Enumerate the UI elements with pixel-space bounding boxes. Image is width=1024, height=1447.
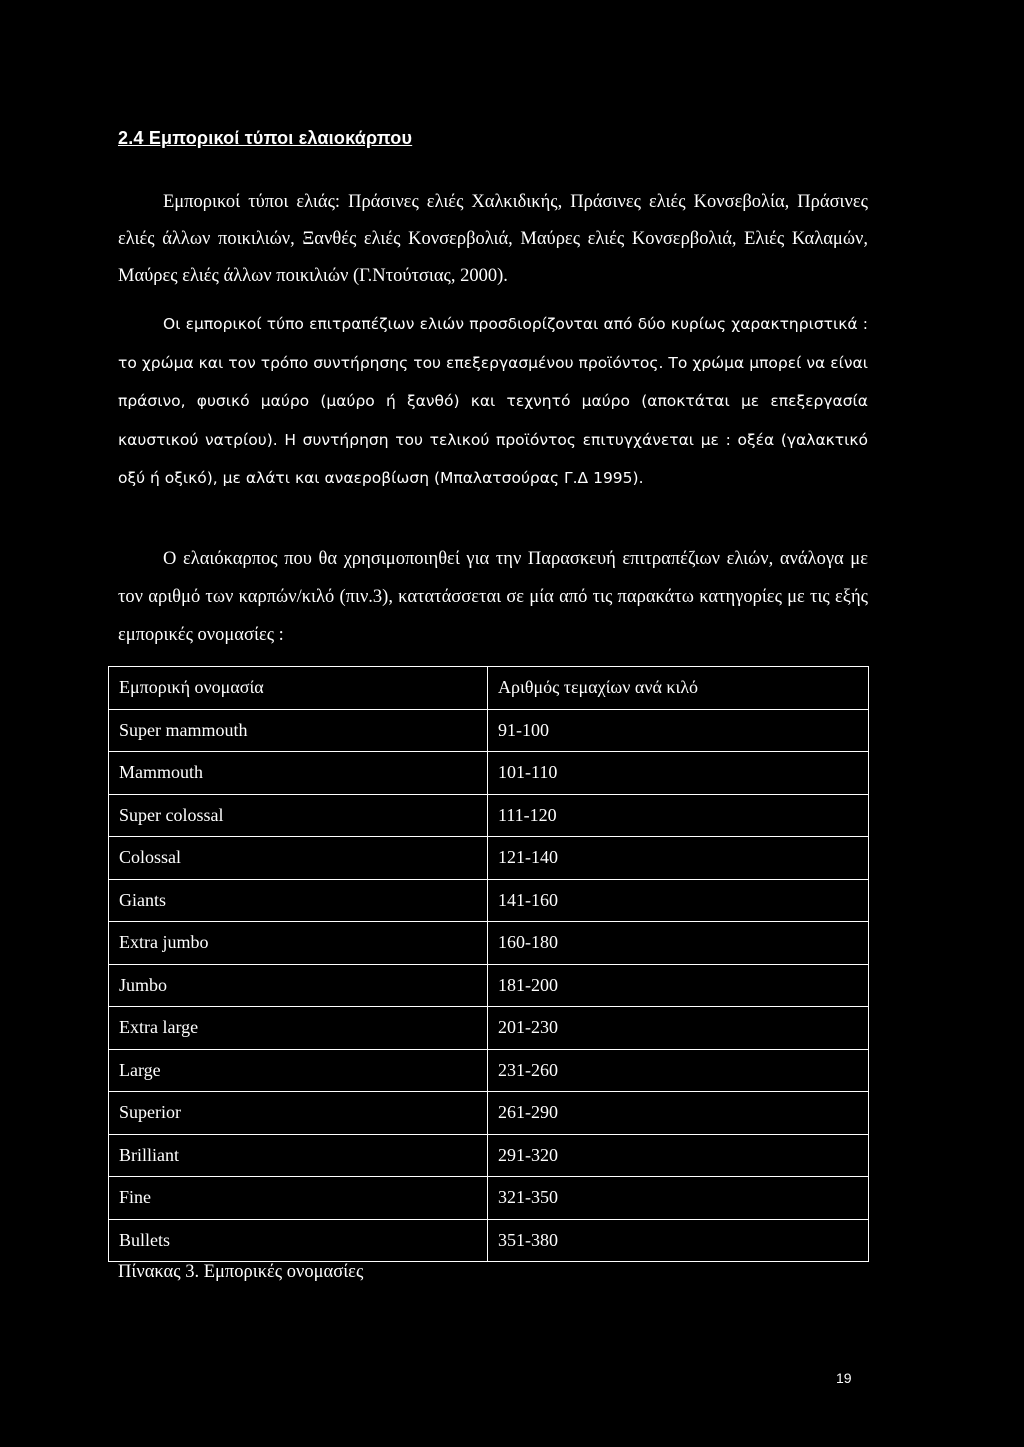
commercial-names-table <box>108 666 869 1262</box>
pieces-per-kilo-cell: 261-290 <box>488 1092 869 1135</box>
pieces-per-kilo-cell: 201-230 <box>488 1007 869 1050</box>
table-row <box>109 1134 869 1177</box>
table-row <box>109 1007 869 1050</box>
pieces-per-kilo-cell: 91-100 <box>488 709 869 752</box>
table-row <box>109 1049 869 1092</box>
commercial-name-cell: Mammouth <box>109 752 488 795</box>
pieces-per-kilo-cell: 101-110 <box>488 752 869 795</box>
commercial-name-cell: Jumbo <box>109 964 488 1007</box>
page-number: 19 <box>836 1370 852 1386</box>
commercial-name-cell: Brilliant <box>109 1134 488 1177</box>
table-row <box>109 1177 869 1220</box>
paragraph-text: Ο ελαιόκαρπος που θα χρησιμοποιηθεί για την Παρασκευή επιτραπέζιων ελιών, ανάλογα με τον αριθμό των καρπών/κιλό (πιν.3), κατατάσσεται σε μία από τις παρακάτω κατηγορίες με τις εξής εμπορικές ονομασίες : <box>118 549 868 645</box>
table-header-row <box>109 667 869 710</box>
commercial-name-cell: Fine <box>109 1177 488 1220</box>
pieces-per-kilo-cell: 351-380 <box>488 1219 869 1262</box>
section-title: 2.4 Εμπορικοί τύποι ελαιοκάρπου <box>118 128 413 148</box>
table-row <box>109 922 869 965</box>
pieces-per-kilo-cell: 181-200 <box>488 964 869 1007</box>
table-row <box>109 837 869 880</box>
commercial-name-cell: Extra jumbo <box>109 922 488 965</box>
table-row <box>109 879 869 922</box>
table-header-cell: Αριθμός τεμαχίων ανά κιλό <box>488 667 869 710</box>
commercial-name-cell: Large <box>109 1049 488 1092</box>
paragraph-categories-intro <box>118 540 868 654</box>
paragraph-text: Εμπορικοί τύποι ελιάς: Πράσινες ελιές Χαλκιδικής, Πράσινες ελιές Κονσεβολία, Πράσινες ελιές άλλων ποικιλιών, Ξανθές ελιές Κονσερβολιά, Μαύρες ελιές Κονσερβολιά, Ελιές Καλαμών, Μαύρες ελιές άλλων ποικιλιών (Γ.Ντούτσιας, 2000). <box>118 192 868 286</box>
table-row <box>109 709 869 752</box>
paragraph-characteristics <box>118 305 868 498</box>
commercial-name-cell: Super colossal <box>109 794 488 837</box>
table-row <box>109 964 869 1007</box>
pieces-per-kilo-cell: 231-260 <box>488 1049 869 1092</box>
commercial-name-cell: Bullets <box>109 1219 488 1262</box>
commercial-name-cell: Colossal <box>109 837 488 880</box>
commercial-name-cell: Super mammouth <box>109 709 488 752</box>
commercial-name-cell: Giants <box>109 879 488 922</box>
table-row <box>109 1219 869 1262</box>
paragraph-text: Οι εμπορικοί τύπο επιτραπέζιων ελιών προσδιορίζονται από δύο κυρίως χαρακτηριστικά : το χρώμα και τον τρόπο συντήρησης του επεξεργασμένου προϊόντος. Το χρώμα μπορεί να είναι πράσινο, φυσικό μαύρο (μαύρο ή ξανθό) και τεχνητό μαύρο (αποκτάται με επεξεργασία καυστικού νατρίου). Η συντήρηση του τελικού προϊόντος επιτυγχάνεται με : οξέα (γαλακτικό οξύ ή οξικό), με αλάτι και αναεροβίωση (Μπαλατσούρας Γ.Δ 1995). <box>118 315 868 487</box>
pieces-per-kilo-cell: 291-320 <box>488 1134 869 1177</box>
pieces-per-kilo-cell: 111-120 <box>488 794 869 837</box>
commercial-name-cell: Superior <box>109 1092 488 1135</box>
table-header-cell: Εμπορική ονομασία <box>109 667 488 710</box>
pieces-per-kilo-cell: 121-140 <box>488 837 869 880</box>
pieces-per-kilo-cell: 141-160 <box>488 879 869 922</box>
pieces-per-kilo-cell: 321-350 <box>488 1177 869 1220</box>
table-row <box>109 794 869 837</box>
table-row <box>109 1092 869 1135</box>
pieces-per-kilo-cell: 160-180 <box>488 922 869 965</box>
table-row <box>109 752 869 795</box>
table-caption: Πίνακας 3. Εμπορικές ονομασίες <box>118 1262 364 1282</box>
commercial-name-cell: Extra large <box>109 1007 488 1050</box>
paragraph-commercial-types <box>118 184 868 295</box>
